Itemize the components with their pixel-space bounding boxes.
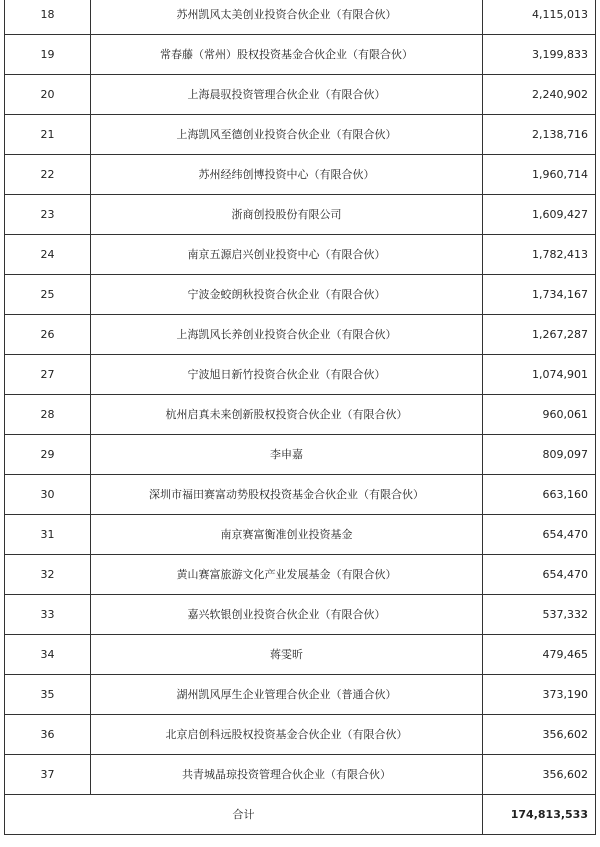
holder-name: 宁波金蛟朗秋投资合伙企业（有限合伙） — [91, 275, 483, 315]
table-row — [5, 315, 596, 355]
row-index: 26 — [5, 315, 91, 355]
table-row — [5, 275, 596, 315]
row-index: 32 — [5, 555, 91, 595]
row-index: 19 — [5, 35, 91, 75]
holder-amount: 373,190 — [483, 675, 596, 715]
holder-amount: 2,138,716 — [483, 115, 596, 155]
holder-amount: 537,332 — [483, 595, 596, 635]
row-index: 27 — [5, 355, 91, 395]
table-row — [5, 35, 596, 75]
holder-name: 北京启创科远股权投资基金合伙企业（有限合伙） — [91, 715, 483, 755]
row-index: 31 — [5, 515, 91, 555]
table-row — [5, 195, 596, 235]
holder-name: 浙商创投股份有限公司 — [91, 195, 483, 235]
table-row — [5, 635, 596, 675]
total-label: 合计 — [5, 795, 483, 835]
holder-name: 常春藤（常州）股权投资基金合伙企业（有限合伙） — [91, 35, 483, 75]
table-row — [5, 755, 596, 795]
holder-name: 湖州凯风厚生企业管理合伙企业（普通合伙） — [91, 675, 483, 715]
holder-name: 杭州启真未来创新股权投资合伙企业（有限合伙） — [91, 395, 483, 435]
table-row — [5, 355, 596, 395]
holder-name: 南京赛富衡准创业投资基金 — [91, 515, 483, 555]
holder-name: 上海凯风长养创业投资合伙企业（有限合伙） — [91, 315, 483, 355]
holder-amount: 356,602 — [483, 715, 596, 755]
holder-name: 黄山赛富旅游文化产业发展基金（有限合伙） — [91, 555, 483, 595]
row-index: 21 — [5, 115, 91, 155]
holder-name: 深圳市福田赛富动势股权投资基金合伙企业（有限合伙） — [91, 475, 483, 515]
holder-name: 蒋雯昕 — [91, 635, 483, 675]
holder-name: 宁波旭日新竹投资合伙企业（有限合伙） — [91, 355, 483, 395]
table-body — [5, 0, 596, 835]
table-row — [5, 675, 596, 715]
holder-amount: 654,470 — [483, 515, 596, 555]
row-index: 22 — [5, 155, 91, 195]
row-index: 25 — [5, 275, 91, 315]
holder-amount: 654,470 — [483, 555, 596, 595]
holder-amount: 479,465 — [483, 635, 596, 675]
holder-name: 苏州经纬创博投资中心（有限合伙） — [91, 155, 483, 195]
holder-amount: 663,160 — [483, 475, 596, 515]
table-row — [5, 715, 596, 755]
table-row — [5, 435, 596, 475]
holder-name: 南京五源启兴创业投资中心（有限合伙） — [91, 235, 483, 275]
holder-name: 苏州凯风太美创业投资合伙企业（有限合伙） — [91, 0, 483, 35]
row-index: 28 — [5, 395, 91, 435]
table-row — [5, 155, 596, 195]
row-index: 18 — [5, 0, 91, 35]
holder-amount: 4,115,013 — [483, 0, 596, 35]
row-index: 30 — [5, 475, 91, 515]
row-index: 20 — [5, 75, 91, 115]
row-index: 29 — [5, 435, 91, 475]
row-index: 23 — [5, 195, 91, 235]
holder-amount: 1,734,167 — [483, 275, 596, 315]
table-row — [5, 475, 596, 515]
holder-name: 李申嘉 — [91, 435, 483, 475]
row-index: 34 — [5, 635, 91, 675]
shareholder-table — [4, 0, 596, 835]
row-index: 33 — [5, 595, 91, 635]
table-row — [5, 0, 596, 35]
holder-name: 上海凯风至德创业投资合伙企业（有限合伙） — [91, 115, 483, 155]
table-row — [5, 595, 596, 635]
total-amount: 174,813,533 — [483, 795, 596, 835]
table-row — [5, 75, 596, 115]
holder-amount: 1,609,427 — [483, 195, 596, 235]
holder-amount: 1,074,901 — [483, 355, 596, 395]
holder-amount: 809,097 — [483, 435, 596, 475]
table-row — [5, 395, 596, 435]
row-index: 24 — [5, 235, 91, 275]
holder-amount: 356,602 — [483, 755, 596, 795]
table-row — [5, 115, 596, 155]
row-index: 35 — [5, 675, 91, 715]
holder-amount: 1,267,287 — [483, 315, 596, 355]
holder-amount: 1,960,714 — [483, 155, 596, 195]
table-row — [5, 555, 596, 595]
table-row — [5, 515, 596, 555]
holder-amount: 960,061 — [483, 395, 596, 435]
total-row — [5, 795, 596, 835]
holder-amount: 1,782,413 — [483, 235, 596, 275]
holder-name: 共青城晶琼投资管理合伙企业（有限合伙） — [91, 755, 483, 795]
holder-amount: 3,199,833 — [483, 35, 596, 75]
row-index: 37 — [5, 755, 91, 795]
table-row — [5, 235, 596, 275]
row-index: 36 — [5, 715, 91, 755]
holder-name: 嘉兴软银创业投资合伙企业（有限合伙） — [91, 595, 483, 635]
holder-amount: 2,240,902 — [483, 75, 596, 115]
holder-name: 上海晨驭投资管理合伙企业（有限合伙） — [91, 75, 483, 115]
